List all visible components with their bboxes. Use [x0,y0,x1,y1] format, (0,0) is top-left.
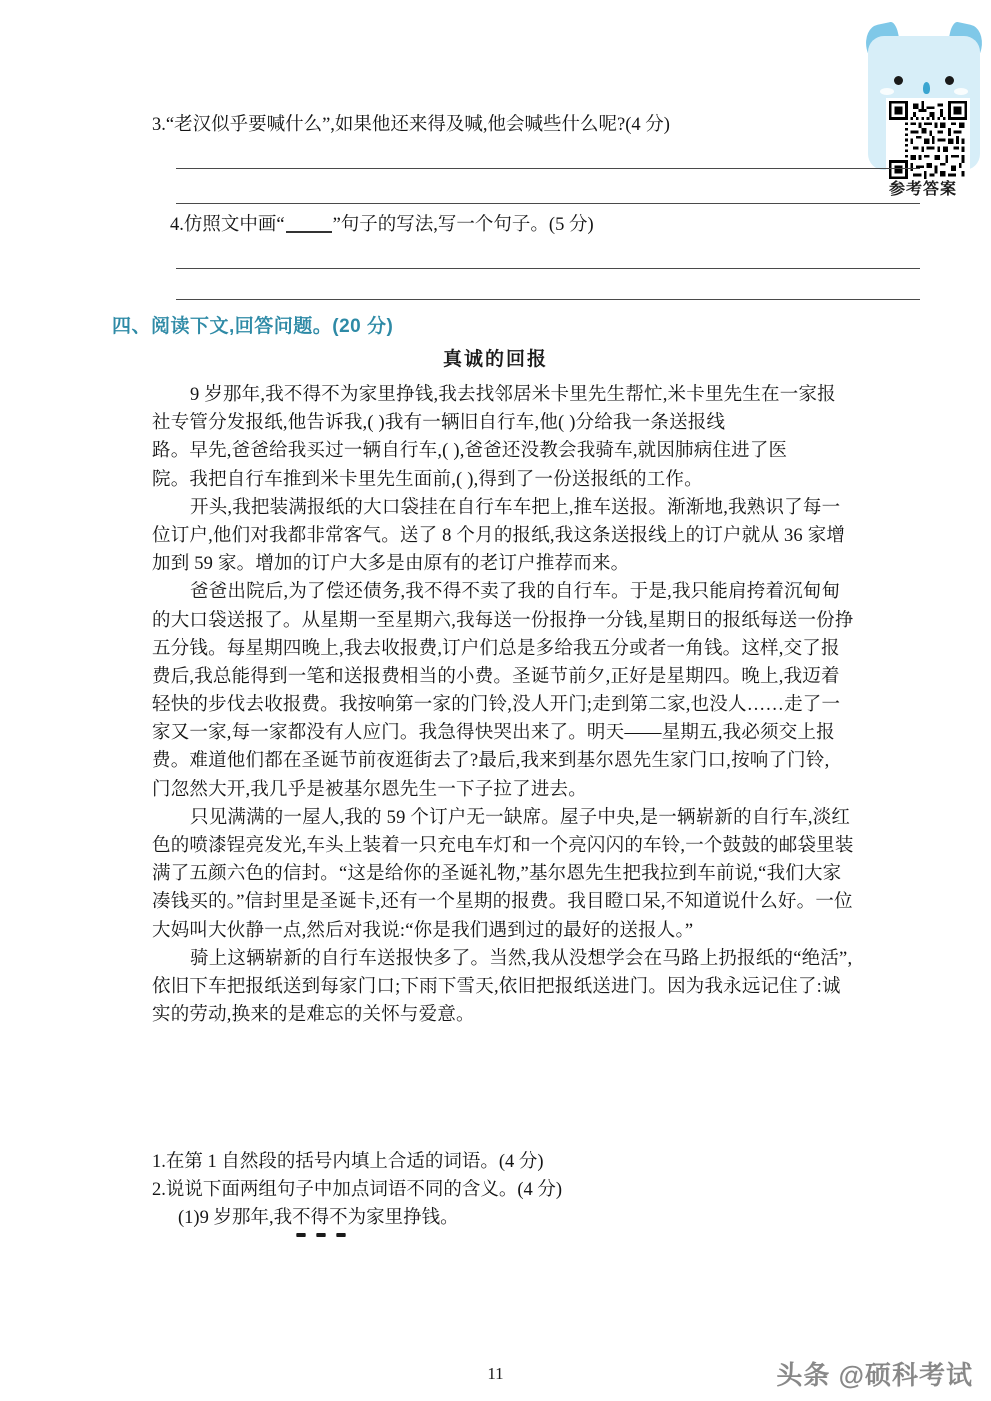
passage-line: 大妈叫大伙静一点,然后对我说:“你是我们遇到过的最好的送报人。” [152,920,694,941]
question-2-text: 2.说说下面两组句子中加点词语不同的含义。(4 分) [152,1180,563,1201]
passage-line: 只见满满的一屋人,我的 59 个订户无一缺席。屋子中央,是一辆崭新的自行车,淡红 [190,807,851,828]
question-1-text: 1.在第 1 自然段的括号内填上合适的词语。(4 分) [152,1152,544,1172]
passage-line: 社专管分发报纸,他告诉我,( )我有一辆旧自行车,他( )分给我一条送报线 [152,413,726,434]
section-heading-four: 四、阅读下文,回答问题。(20 分) [112,316,394,337]
passage-line: 位订户,他们对我都非常客气。送了 8 个月的报纸,我这条送报线上的订户就从 36 家增 [152,525,846,546]
passage-line: 爸爸出院后,为了偿还债务,我不得不卖了我的自行车。于是,我只能肩挎着沉甸甸 [190,582,841,603]
sub-1-prefix: (1)9 岁那年,我 [178,1208,293,1229]
passage-line: 院。我把自行车推到米卡里先生面前,( ),得到了一份送报纸的工作。 [152,469,703,490]
qr-answer-badge[interactable] [864,18,984,170]
qr-code-icon[interactable] [886,98,970,182]
question-4-suffix: ”句子的写法,写一个句子。(5 分) [332,215,594,235]
passage-line: 加到 59 家。增加的订户大多是由原有的老订户推荐而来。 [152,554,630,575]
passage-line: 轻快的步伐去收报费。我按响第一家的门铃,没人开门;走到第二家,也没人……走了一 [152,695,841,716]
badge-cheek-right-icon [954,88,968,95]
badge-cheek-left-icon [880,88,894,95]
passage-line: 家又一家,每一家都没有人应门。我急得快哭出来了。明天——星期五,我必须交上报 [152,723,835,744]
question-3-text: 3.“老汉似乎要喊什么”,如果他还来得及喊,他会喊些什么呢?(4 分) [152,115,670,135]
inline-blank[interactable] [286,231,332,233]
badge-nose-icon [923,82,930,94]
passage-line: 费后,我总能得到一笔和送报费相当的小费。圣诞节前夕,正好是星期四。晚上,我迈着 [152,666,840,687]
passage-line: 费。难道他们都在圣诞节前夜逛街去了?最后,我来到基尔恩先生家门口,按响了门铃, [152,751,830,772]
page-number: 11 [487,1364,504,1383]
answer-rule[interactable] [176,268,920,269]
passage-line: 9 岁那年,我不得不为家里挣钱,我去找邻居米卡里先生帮忙,米卡里先生在一家报 [190,385,836,405]
passage-line: 骑上这辆崭新的自行车送报快多了。当然,我从没想学会在马路上扔报纸的“绝活”, [190,948,853,969]
question-4-prefix: 4.仿照文中画“ [170,215,285,235]
answer-rule[interactable] [176,168,920,169]
passage-title: 真诚的回报 [442,349,548,370]
passage-line: 的大口袋送报了。从星期一至星期六,我每送一份报挣一分钱,星期日的报纸每送一份挣 [152,610,854,631]
answer-rule[interactable] [176,203,920,204]
badge-body [868,36,980,170]
passage-line: 凑钱买的。”信封里是圣诞卡,还有一个星期的报费。我目瞪口呆,不知道说什么好。一位 [152,892,853,913]
passage-line: 实的劳动,换来的是难忘的关怀与爱意。 [152,1005,475,1026]
passage-line: 门忽然大开,我几乎是被基尔恩先生一下子拉了进去。 [152,779,587,800]
passage-line: 开头,我把装满报纸的大口袋挂在自行车车把上,推车送报。渐渐地,我熟识了每一 [190,497,841,518]
emphasized-phrase: 不得不 [292,1208,348,1229]
passage-line: 路。早先,爸爸给我买过一辆自行车,( ),爸爸还没教会我骑车,就因肺病住进了医 [152,441,788,462]
passage-line: 依旧下车把报纸送到每家门口;下雨下雪天,依旧把报纸送进门。因为我永远记住了:诚 [152,976,841,997]
sub-1-suffix: 为家里挣钱。 [347,1208,459,1229]
reading-passage [152,381,920,1029]
passage-questions [152,1148,932,1233]
badge-eye-left-icon [894,76,903,85]
watermark: 头条 @硕科考试 [776,1360,973,1390]
question-4-text [170,212,594,240]
qr-caption: 参考答案 [888,181,957,198]
question-2-sub-1 [152,1204,932,1232]
passage-line: 色的喷漆锃亮发光,车头上装着一只充电车灯和一个亮闪闪的车铃,一个鼓鼓的邮袋里装 [152,836,854,856]
passage-line: 五分钱。每星期四晚上,我去收报费,订户们总是多给我五分或者一角钱。这样,交了报 [152,638,840,659]
answer-rule[interactable] [176,299,920,300]
passage-line: 满了五颜六色的信封。“这是给你的圣诞礼物,”基尔恩先生把我拉到车前说,“我们大家 [152,864,842,885]
badge-eye-right-icon [945,76,954,85]
